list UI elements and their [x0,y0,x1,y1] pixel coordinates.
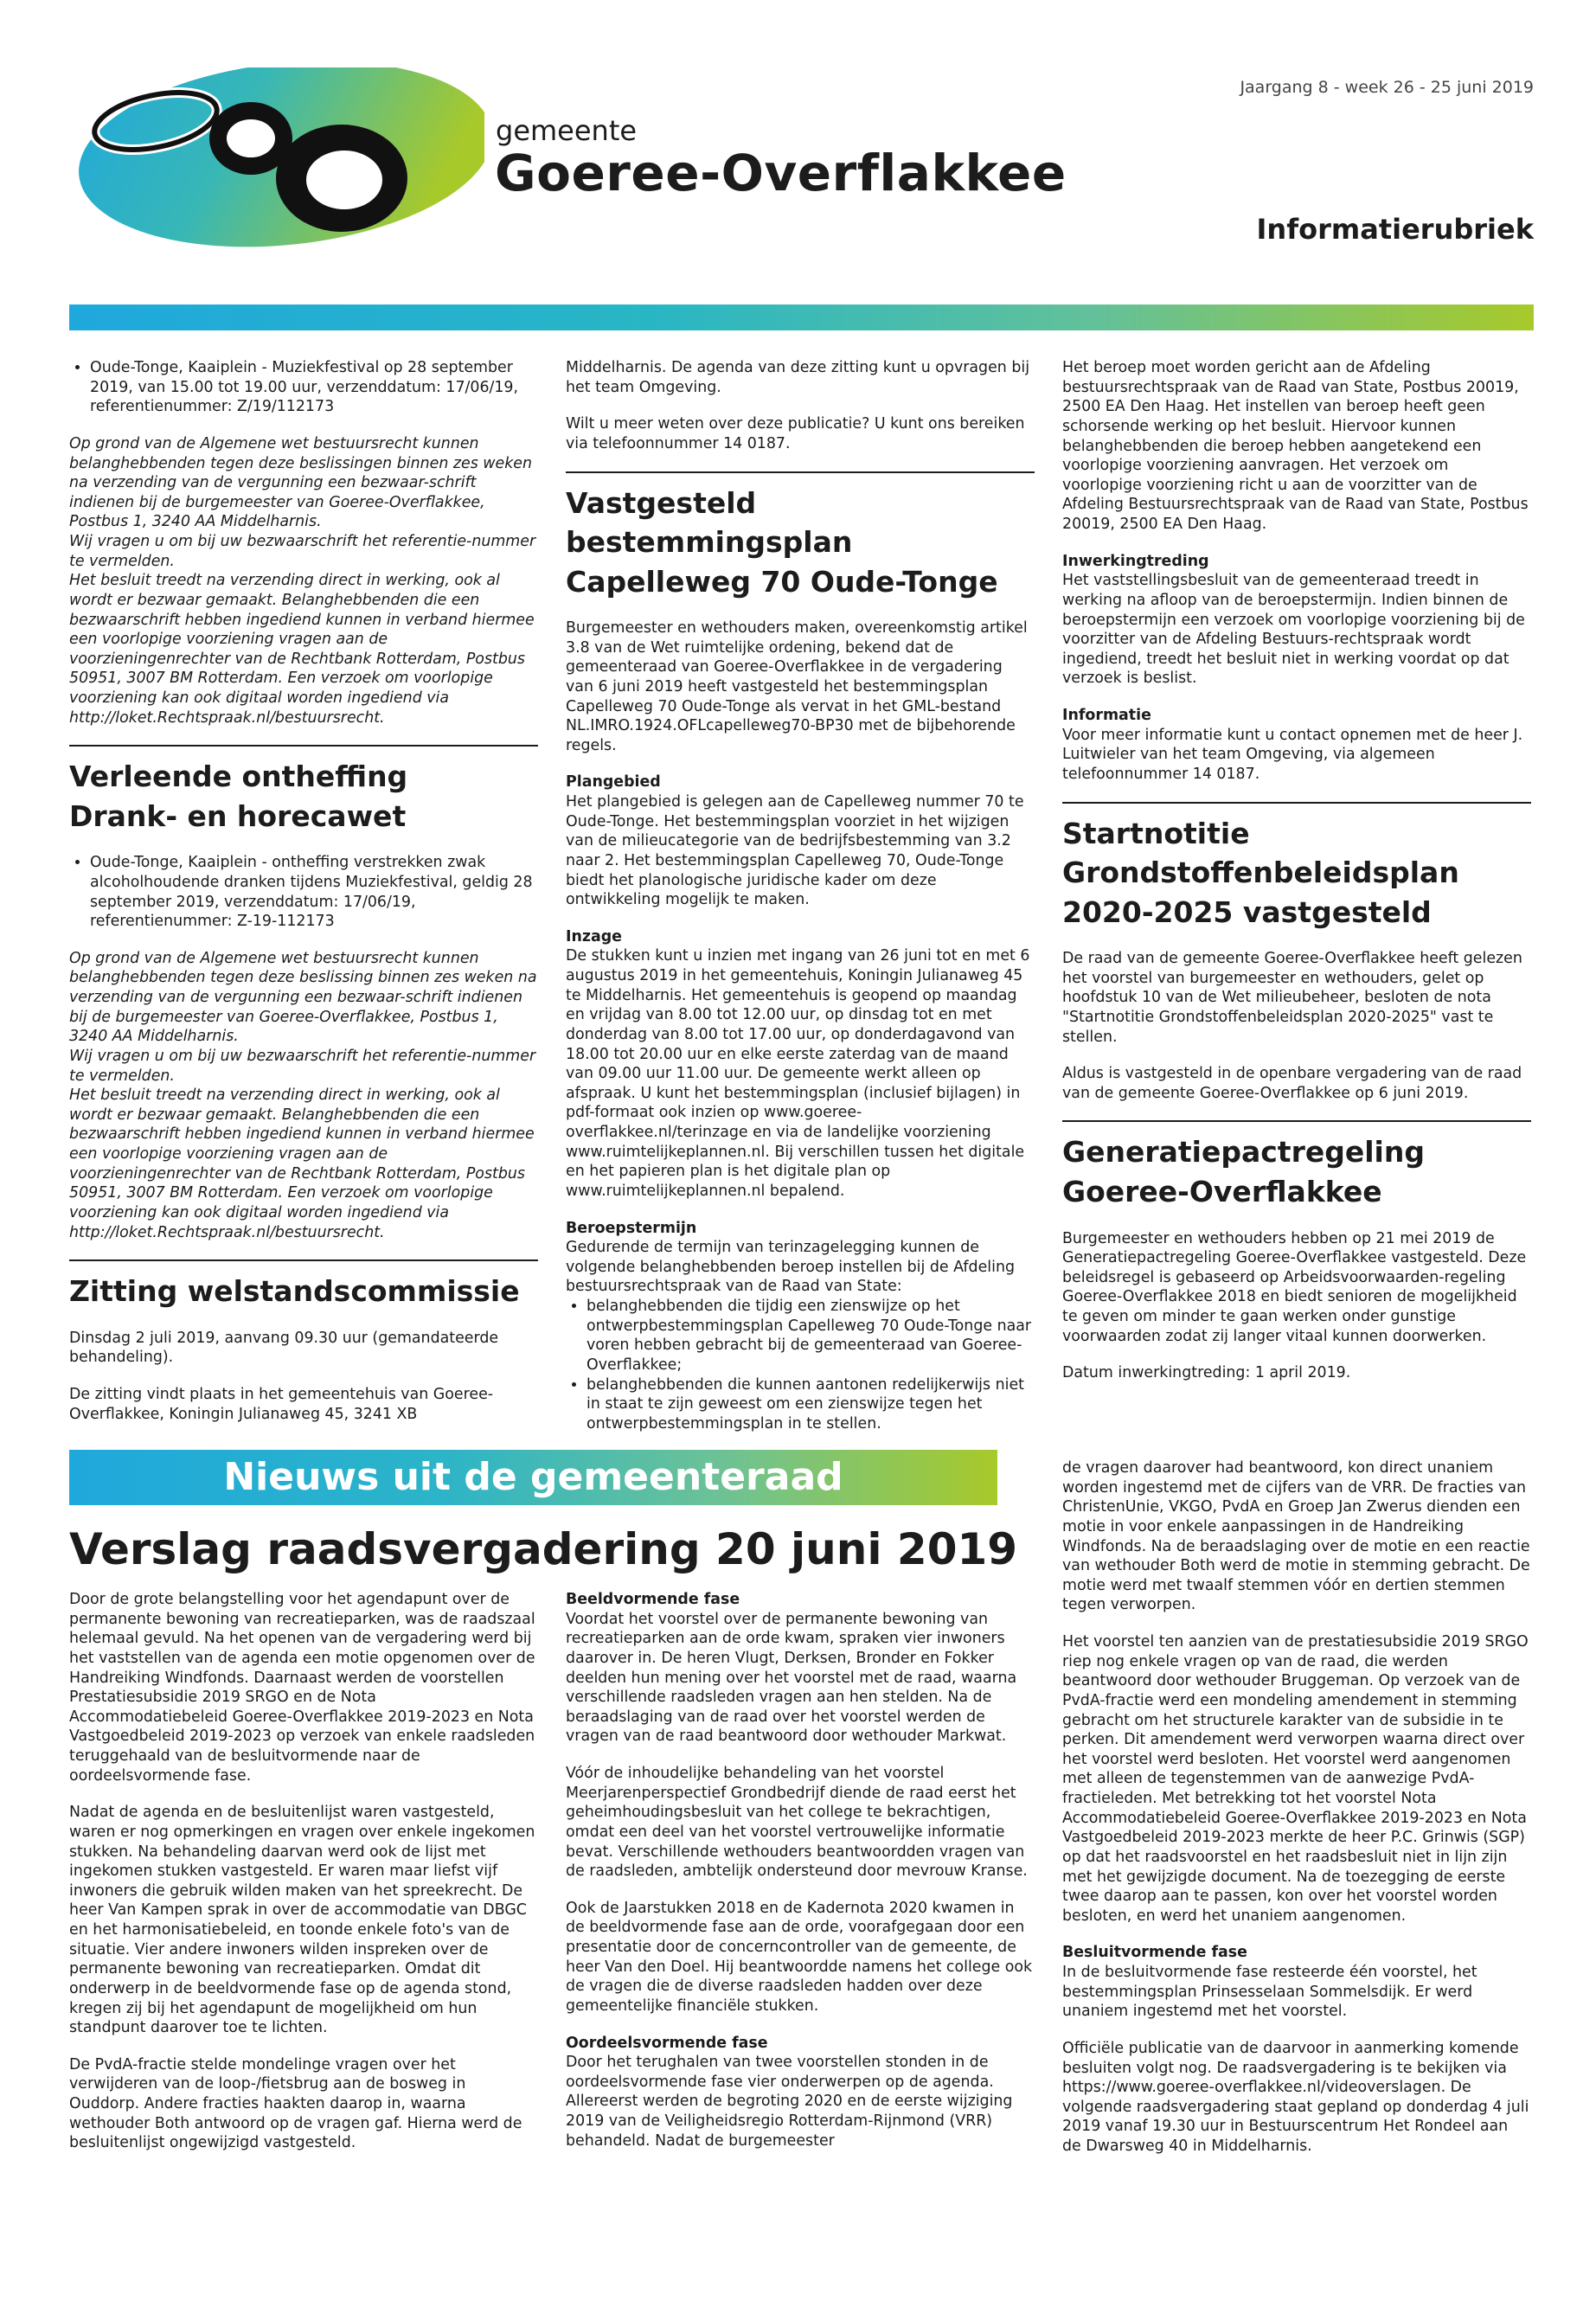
paragraph: Datum inwerkingtreding: 1 april 2019. [1062,1364,1351,1382]
heading-line: Drank- en horecawet [69,798,407,833]
list-item: • Oude-Tonge, Kaaiplein - Muziekfestival op 28 september 2019, van 15.00 tot 19.00 uur, verzenddatum: 17/06/19, referentienummer: Z/19/112173 [90,358,538,417]
paragraph: Aldus is vastgesteld in de openbare vergadering van de raad van de gemeente Goeree-Overflakkee op 6 juni 2019. [1062,1065,1522,1102]
paragraph: de vragen daarover had beantwoord, kon direct unaniem worden ingestemd met de cijfers van de VRR. De fracties van ChristenUnie, VKGO, PvdA en Groep Jan Zwerus dienden een motie in voor enkele aanpassingen in de Handreiking Windfonds. Na de beraadslaging over de motie en een reactie van wethouder Both werd de motie in stemming gebracht. De motie werd met twaalf stemmen vóór en dertien stemmen tegen verworpen. [1062,1459,1530,1614]
paragraph: Officiële publicatie van de daarvoor in aanmerking komende besluiten volgt nog. De raadsvergadering is te bekijken via https://www.goeree-overflakkee.nl/videoverslagen. De volgende raadsvergadering staat gepland op donderdag 4 juli 2019 vanaf 19.30 uur in Bestuurscentrum Het Rondeel aan de Dwarsweg 40 in Middelharnis. [1062,2039,1529,2155]
paragraph: Voor meer informatie kunt u contact opnemen met de heer J. Luitwieler van het team Omgeving, via algemeen telefoonnummer 14 0187. [1062,726,1523,783]
subheading: Informatie [1062,707,1151,724]
paragraph: De stukken kunt u inzien met ingang van 26 juni tot en met 6 augustus 2019 in het gemeentehuis, Koningin Julianaweg 45 te Middelharnis. Het gemeentehuis is geopend op maandag en vrijdag van 8.00 tot 12.00 uur, op dinsdag tot en met donderdag van 8.00 tot 17.00 uur, op donderdagavond van 18.00 tot 20.00 uur en elke eerste zaterdag van de maand van 09.00 uur 11.00 uur. De gemeente werkt alleen op afspraak. U kunt het bestemmingsplan (inclusief bijlagen) in pdf-formaat ook inzien op www.goeree-overflakkee.nl/terinzage en via de landelijke voorziening www.ruimtelijkeplannen.nl. Bij verschillen tussen het digitale en het papieren plan is het digitale plan op www.ruimtelijkeplannen.nl bepalend. [566,947,1030,1200]
news-title: Verslag raadsvergadering 20 juni 2019 [69,1524,1018,1574]
paragraph: Het beroep moet worden gericht aan de Afdeling bestuursrechtspraak van de Raad van State, Postbus 20019, 2500 EA Den Haag. Het instellen van beroep heeft geen schorsende werking op het besluit. Hiervoor kunnen belanghebbenden die beroep hebben aangetekend een voorlopige voorziening aanvragen. Het verzoek om voorlopige voorziening richt u aan de voorzitter van de Afdeling Bestuursrechtspraak van de Raad van State, Postbus 20019, 2500 EA Den Haag. [1062,359,1529,533]
paragraph: In de besluitvormende fase resteerde één voorstel, het bestemmingsplan Prinsesselaan Sommelsdijk. Er werd unaniem ingestemd met het voorstel. [1062,1964,1477,2021]
header-gradient-bar [69,304,1534,330]
subheading: Inzage [566,927,622,945]
objection-text: Op grond van de Algemene wet bestuursrecht kunnen belanghebbenden tegen deze beslissingen binnen zes weken na verzending van de vergunning een bezwaar-schrift indienen bij de burgemeester van Goeree-Overflakkee, Postbus 1, 3240 AA Middelharnis. [69,434,533,531]
divider [1062,1120,1531,1122]
edition-info: Jaargang 8 - week 26 - 25 juni 2019 [1240,78,1534,97]
paragraph: Voordat het voorstel over de permanente bewoning van recreatieparken aan de orde kwam, spraken vier inwoners daarover in. De heren Vlugt, Derksen, Bronder en Fokker deelden hun mening over het voorstel met de raad, waarna verschillende raadsleden vragen aan hen stelden. Na de beraadslaging van de raad over het voorstel werden de vragen van de raad beantwoord door wethouder Markwat. [566,1610,1017,1746]
paragraph: Nadat de agenda en de besluitenlijst waren vastgesteld, waren er nog opmerkingen en vragen over enkele ingekomen stukken. Na behandeling daarvan werd ook de lijst met ingekomen stukken vastgesteld. Er waren maar liefst vijf inwoners die gebruik wilden maken van het spreekrecht. De heer Van Kampen sprak in over de accommodatie van DBGC en het harmonisatiebeleid, en toonde enkele foto's van de situatie. Vier andere inwoners wilden inspreken over de permanente bewoning van recreatieparken. Omdat dit onderwerp in de beeldvormende fase op de agenda stond, kregen zij bij het agendapunt de mogelijkheid om hun standpunt daarover toe te lichten. [69,1804,535,2037]
paragraph: De PvdA-fractie stelde mondelinge vragen over het verwijderen van de loop-/fietsbrug aan de bosweg in Ouddorp. Andere fracties haakten daarop in, waarna wethouder Both antwoord op de vragen gaf. Hierna werd de besluitenlijst ongewijzigd vastgesteld. [69,2055,522,2152]
list-item: • Oude-Tonge, Kaaiplein - ontheffing verstrekken zwak alcoholhoudende dranken tijdens Muziekfestival, geldig 28 september 2019, verzenddatum: 17/06/19, referentienummer: Z-19-112173 [90,853,538,932]
news-column-3 [1062,1458,1531,2174]
subheading: Plangebied [566,773,661,792]
paragraph: Het plangebied is gelegen aan de Capelleweg nummer 70 te Oude-Tonge. Het bestemmingsplan voorziet in het wijzigen van de milieucategorie van de bedrijfsbestemming van 3.2 naar 2. Het bestemmingsplan Capelleweg 70, Oude-Tonge biedt het planologische juridische kader om deze ontwikkeling mogelijk te maken. [566,793,1024,909]
list-item: • belanghebbenden die kunnen aantonen redelijkerwijs niet in staat te zijn geweest om een zienswijze tegen het ontwerpbestemmingsplan in te stellen. [586,1375,1035,1434]
subheading: Beeldvormende fase [566,1591,740,1608]
permit-list [69,853,538,932]
paragraph: Dinsdag 2 juli 2019, aanvang 09.30 uur (gemandateerde behandeling). [69,1329,499,1367]
subheading: Inwerkingtreding [1062,552,1209,570]
paragraph: Gedurende de termijn van terinzagelegging kunnen de volgende belanghebbenden beroep instellen bij de Afdeling bestuursrechtspraak van de Raad van State: [566,1239,1016,1296]
paragraph: Door de grote belangstelling voor het agendapunt over de permanente bewoning van recreatieparken, was de raadszaal helemaal gevuld. Na het openen van de vergadering werd bij het vaststellen van de agenda een motie opgenomen over de Handreiking Windfonds. Daarnaast werden de voorstellen Prestatiesubsidie 2019 SRGO en de Nota Accommodatiebeleid Goeree-Overflakkee 2019-2023 en Nota Vastgoedbeleid 2019-2023 op verzoek van enkele raadsleden teruggehaald van de besluitvormende naar de oordeelsvormende fase. [69,1591,535,1785]
paragraph: Middelharnis. De agenda van deze zitting kunt u opvragen bij het team Omgeving. [566,359,1030,396]
heading-line: Verleende ontheffing [69,760,408,794]
heading-zitting: Zitting welstandscommissie [69,1274,520,1309]
heading-generatie: Generatiepactregeling Goeree-Overflakkee [1062,1135,1425,1208]
heading-ontheffing [69,757,538,836]
section-label: Informatierubriek [1256,213,1534,246]
objection-text: Het besluit treedt na verzending direct in werking, ook al wordt er bezwaar gemaakt. Belanghebbenden die een bezwaarschrift hebben ingediend kunnen in verband hiermee een voorlopige voorziening vragen aan de voorzieningenrechter van de Rechtbank Rotterdam, Postbus 50951, 3007 BM Rotterdam. Een verzoek om voorlopige voorziening kan ook digitaal worden ingediend via http://loket.Rechtspraak.nl/bestuursrecht. [69,572,535,727]
paragraph: Het vaststellingsbesluit van de gemeenteraad treedt in werking na afloop van de beroepstermijn. Indien binnen de beroepstermijn een verzoek om voorlopige voorziening bij de voorzitter van de Afdeling Bestuurs-rechtspraak wordt ingediend, treedt het besluit niet in werking voordat op dat verzoek is beslist. [1062,572,1525,688]
paragraph: De raad van de gemeente Goeree-Overflakkee heeft gelezen het voorstel van burgemeester en wethouders, gelet op hoofdstuk 10 van de Wet milieubeheer, besloten de nota "Startnotitie Grondstoffenbeleidsplan 2020-2025" vast te stellen. [1062,950,1522,1046]
paragraph: Wilt u meer weten over deze publicatie? U kunt ons bereiken via telefoonnummer 14 0187. [566,415,1025,452]
paragraph: Burgemeester en wethouders hebben op 21 mei 2019 de Generatiepactregeling Goeree-Overflakkee vastgesteld. Deze beleidsregel is gebaseerd op Arbeidsvoorwaarden-regeling Goeree-Overflakkee 2018 en biedt senioren de mogelijkheid te geven om minder te gaan werken onder gunstige voorwaarden zodat zij langer vitaal kunnen doorwerken. [1062,1229,1527,1345]
appeal-list [566,1297,1035,1433]
column-2 [566,358,1035,1451]
paragraph: Burgemeester en wethouders maken, overeenkomstig artikel 3.8 van de Wet ruimtelijke ordening, bekend dat de gemeenteraad van Goeree-Overflakkee in de vergadering van 6 juni 2019 heeft vastgesteld het bestemmingsplan Capelleweg 70 Oude-Tonge als vervat in het GML-bestand NL.IMRO.1924.OFLcapelleweg70-BP30 met de bijbehorende regels. [566,619,1028,754]
brand-name: Goeree-Overflakkee [495,144,1067,202]
objection-text: Wij vragen u om bij uw bezwaarschrift het referentie-nummer te vermelden. [69,533,536,570]
divider [566,471,1035,473]
objection-text: Het besluit treedt na verzending direct in werking, ook al wordt er bezwaar gemaakt. Belanghebbenden die een bezwaarschrift hebben ingediend kunnen in verband hiermee een voorlopige voorziening vragen aan de voorzieningenrechter van de Rechtbank Rotterdam, Postbus 50951, 3007 BM Rotterdam. Een verzoek om voorlopige voorziening kan ook digitaal worden ingediend via http://loket.Rechtspraak.nl/bestuursrecht. [69,1086,535,1241]
heading-startnotitie: Startnotitie Grondstoffenbeleidsplan 2020-2025 vastgesteld [1062,816,1459,929]
divider [69,1259,538,1261]
permit-list [69,358,538,417]
list-item: • belanghebbenden die tijdig een zienswijze op het ontwerpbestemmingsplan Capelleweg 70 Oude-Tonge naar voren hebben gebracht bij de gemeenteraad van Goeree-Overflakkee; [586,1297,1035,1375]
paragraph: De zitting vindt plaats in het gemeentehuis van Goeree-Overflakkee, Koningin Julianaweg 45, 3241 XB [69,1385,494,1423]
subheading: Besluitvormende fase [1062,1944,1247,1962]
news-column-2 [566,1590,1035,2168]
column-1 [69,358,538,1441]
paragraph: Ook de Jaarstukken 2018 en de Kadernota 2020 kwamen in de beeldvormende fase aan de orde, voorafgegaan door een presentatie door de concerncontroller van de gemeente, de heer Van den Doel. Hij beantwoordde namens het college ook de vragen die de diverse raadsleden hadden over deze gemeentelijke financiële stukken. [566,1899,1033,2015]
paragraph: Vóór de inhoudelijke behandeling van het voorstel Meerjarenperspectief Grondbedrijf diende de raad eerst het geheimhoudingsbesluit van het college te bekrachtigen, omdat een deel van het voorstel vertrouwelijke informatie bevat. Verschillende wethouders beantwoordden vragen van de raadsleden, ambtelijk ondersteund door mevrouw Kranse. [566,1765,1028,1881]
subheading: Beroepstermijn [566,1219,697,1237]
paragraph: Door het terughalen van twee voorstellen stonden in de oordeelsvormende fase vier onderwerpen op de agenda. Allereerst werden de begroting 2020 en de eerste wijziging 2019 van de Veiligheidsregio Rotterdam-Rijnmond (VRR) behandeld. Nadat de burgemeester [566,2054,1013,2150]
brand-prefix: gemeente [496,114,638,147]
divider [1062,802,1531,804]
heading-vastgesteld: Vastgesteld bestemmingsplan Capelleweg 70 Oude-Tonge [566,485,998,599]
municipality-logo [69,67,484,249]
objection-text: Op grond van de Algemene wet bestuursrecht kunnen belanghebbenden tegen deze beslissing binnen zes weken na verzending van de vergunning een bezwaar-schrift indienen bij de burgemeester van Goeree-Overflakkee, Postbus 1, 3240 AA Middelharnis. [69,949,537,1046]
news-column-1 [69,1590,538,2170]
subheading: Oordeelsvormende fase [566,2034,768,2052]
divider [69,745,538,747]
paragraph: Het voorstel ten aanzien van de prestatiesubsidie 2019 SRGO riep nog enkele vragen op van de raad, die werden beantwoord door wethouder Bruggeman. Op verzoek van de PvdA-fractie werd een mondeling amendement in stemming gebracht om het structurele karakter van de subsidie in te perken. Dit amendement werd verworpen waarna direct over het voorstel werd besloten. Het voorstel werd aangenomen met alleen de tegenstemmen van de aanwezige PvdA-fractieleden. Met betrekking tot het voorstel Nota Accommodatiebeleid Goeree-Overflakkee 2019-2023 en Nota Vastgoedbeleid 2019-2023 merkte de heer P.C. Grinwis (SGP) op dat het raadsvoorstel en het raadsbesluit niet in lijn zijn met het gewijzigde document. Na de toezegging de eerste twee daarop aan te passen, kon over het voorstel worden besloten, en werd het unaniem aangenomen. [1062,1633,1529,1925]
column-3 [1062,358,1531,1400]
objection-text: Wij vragen u om bij uw bezwaarschrift het referentie-nummer te vermelden. [69,1047,536,1085]
news-banner: Nieuws uit de gemeenteraad [69,1450,997,1505]
